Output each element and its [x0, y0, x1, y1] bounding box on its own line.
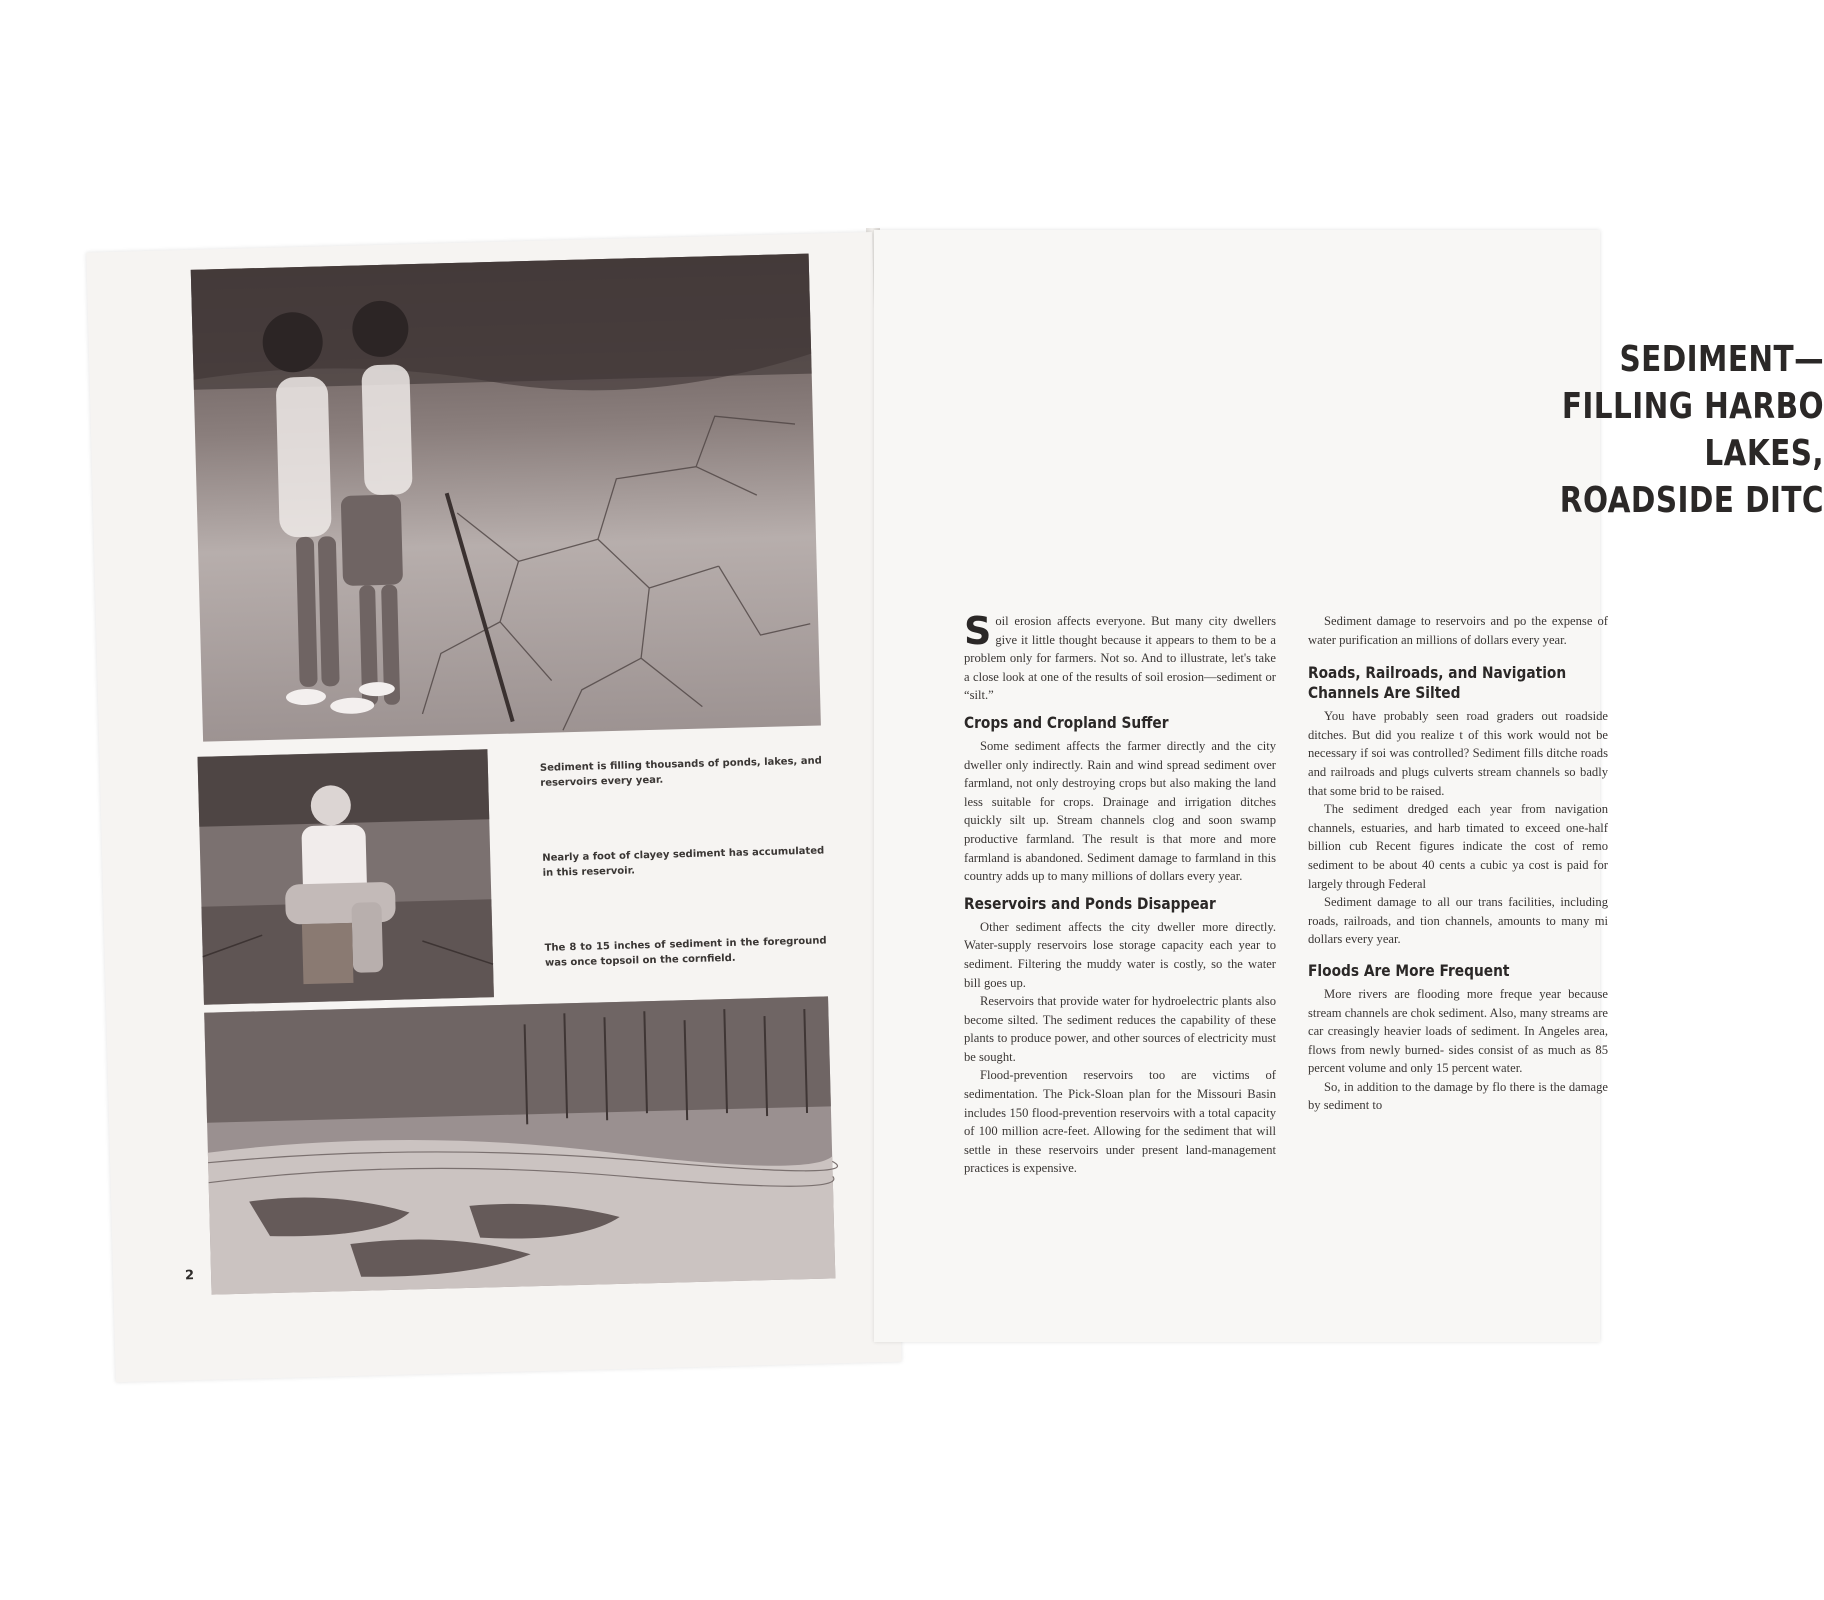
page-title	[1250, 336, 1824, 524]
paragraph: Some sediment affects the farmer directly and the city dweller only indirectly. Rain and wind spread sediment over farmland, not only destroying crops but also making the land less suitable for crops. Drainage and irrigation ditches quickly silt up. Stream channels clog and soon swamp productive farmland. The result is that more and more farmland is abandoned. Sediment damage to farmland in this country adds up to many millions of dollars every year.	[964, 738, 1276, 884]
title-line-1: SEDIMENT—	[1619, 339, 1824, 380]
heading-roads-railroads-2: Channels Are Silted	[1308, 683, 1461, 703]
paragraph: You have probably seen road graders out roadside ditches. But did you realize t of this work would not be necessary if soi was controlled? Sediment fills ditche roads and railroads and plugs culverts stream channels so badly that some brid to be raised.	[1308, 709, 1608, 798]
heading-crops-cropland: Crops and Cropland Suffer	[964, 712, 1169, 732]
paragraph: More rivers are flooding more freque year because stream channels are chok sediment. Also, many streams are car creasingly heavier loads of sediment. In Angeles area, flows from newly burned- sides consist of as much as 85 percent volume and only 15 percent water.	[1308, 986, 1608, 1076]
caption-clayey-sediment: Nearly a foot of clayey sediment has accumulated in this reservoir.	[542, 845, 825, 879]
caption-ponds: Sediment is filling thousands of ponds, lakes, and reservoirs every year.	[539, 755, 822, 789]
caption-topsoil: The 8 to 15 inches of sediment in the foreground was once topsoil on the cornfield.	[544, 935, 827, 969]
intro-paragraph	[964, 609, 1276, 705]
heading-reservoirs-ponds: Reservoirs and Ponds Disappear	[964, 893, 1216, 913]
photo-cornfield-sediment	[204, 996, 835, 1294]
paragraph: Sediment damage to reservoirs and po the expense of water purification an millions of dollars every year.	[1308, 614, 1608, 647]
left-page	[86, 232, 901, 1382]
paragraph: So, in addition to the damage by flo there is the damage by sediment to	[1308, 1079, 1608, 1113]
title-line-3: LAKES,	[1704, 433, 1824, 474]
page-number: 2	[184, 1268, 195, 1284]
drop-cap: S	[964, 609, 992, 653]
photo-man-with-sediment-block	[198, 749, 494, 1005]
title-line-2: FILLING HARBO	[1561, 386, 1824, 427]
paragraph: Sediment damage to all our trans facilities, including roads, railroads, and tion channels, amounts to many mi dollars every year.	[1308, 895, 1608, 947]
paragraph: Flood-prevention reservoirs too are victims of sedimentation. The Pick-Sloan plan for the Missouri Basin includes 150 flood-prevention reservoirs with a total capacity of 100 million acre-feet. Allowing for the sediment that will settle in these reservoirs under present land-management practices is expensive.	[964, 1068, 1276, 1176]
heading-floods: Floods Are More Frequent	[1308, 960, 1510, 980]
text-column-2	[1308, 612, 1608, 1115]
right-page	[874, 230, 1824, 1342]
intro-text: oil erosion affects everyone. But many city dwellers give it little thought because it appears to them to be a problem only for farmers. Not so. And to illustrate, let's take a close look at one of the results of soil erosion—sediment or “silt.”	[964, 614, 1276, 703]
paragraph: Reservoirs that provide water for hydroelectric plants also become silted. The sediment reduces the capability of these plants to produce power, and other sources of electricity must be sought.	[964, 994, 1276, 1064]
photo-children-cracked-sediment	[191, 254, 821, 742]
text-column-1	[964, 609, 1276, 1178]
heading-roads-railroads-1: Roads, Railroads, and Navigation	[1308, 663, 1567, 683]
title-line-4: ROADSIDE DITC	[1559, 480, 1824, 521]
paragraph: Other sediment affects the city dweller more directly. Water-supply reservoirs lose storage capacity each year to sediment. Filtering the muddy water is costly, so the water bill goes up.	[964, 919, 1276, 990]
paragraph: The sediment dredged each year from navigation channels, estuaries, and harb timated to exceed one-half billion cub Recent figures indicate the cost of remo sediment to be about 40 cents a cubic ya cost is paid for largely through Federal	[1308, 802, 1608, 891]
